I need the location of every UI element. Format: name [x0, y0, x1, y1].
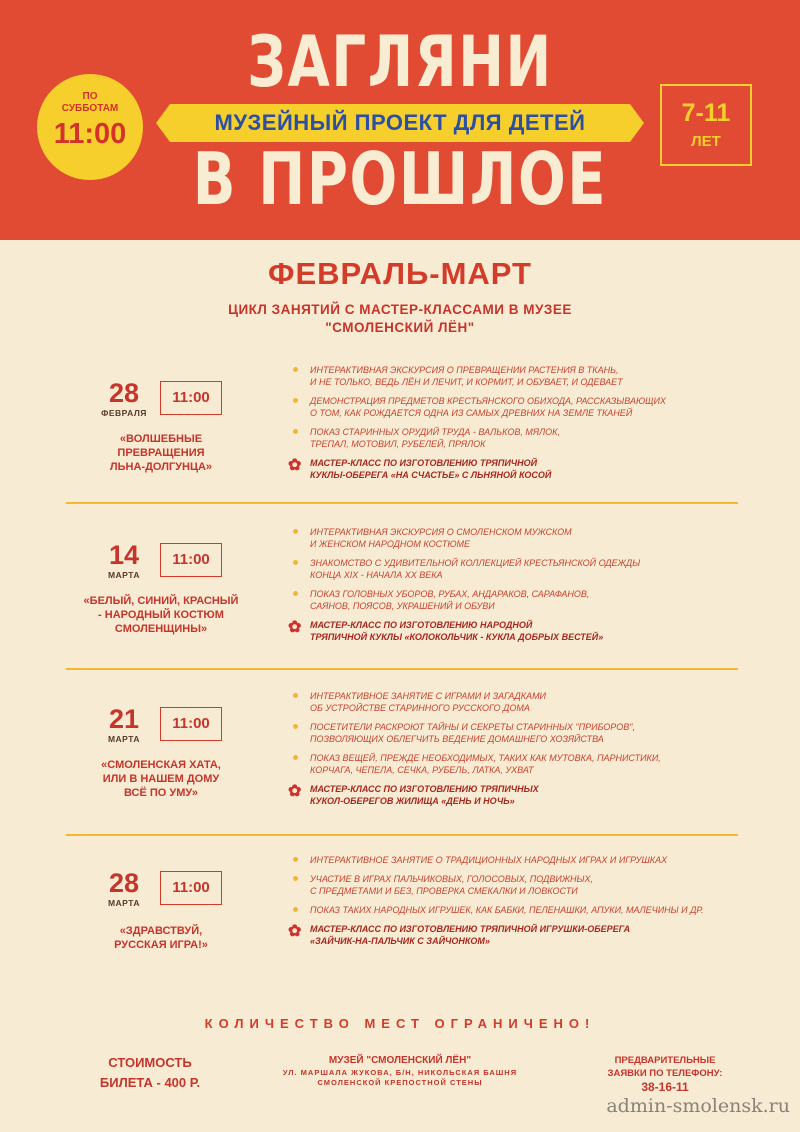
flower-icon: ✿ — [288, 457, 302, 474]
watermark: admin-smolensk.ru — [606, 1095, 790, 1117]
contact-line1: ПРЕДВАРИТЕЛЬНЫЕ — [614, 1055, 716, 1066]
event-month: ФЕВРАЛЯ — [101, 408, 147, 418]
event-time: 11:00 — [160, 381, 222, 415]
bullet-text-line: ПОКАЗ ГОЛОВНЫХ УБОРОВ, РУБАХ, АНДАРАКОВ, САРАФАНОВ, — [310, 589, 590, 599]
event-day: 28 — [108, 868, 140, 898]
bullet-dot-icon — [293, 367, 298, 372]
age-badge — [660, 84, 752, 166]
bullet-item — [288, 752, 738, 776]
event-title — [66, 594, 256, 636]
flower-icon: ✿ — [288, 923, 302, 940]
event-title-line: ЛЬНА-ДОЛГУНЦА» — [109, 461, 213, 473]
address-line2: СМОЛЕНСКОЙ КРЕПОСТНОЙ СТЕНЫ — [317, 1078, 483, 1087]
age-range: 7-11 — [681, 99, 731, 127]
event-title-line: СМОЛЕНЩИНЫ» — [114, 623, 208, 635]
phone-number[interactable]: 38-16-11 — [641, 1080, 689, 1094]
bullet-item — [288, 395, 738, 419]
badge-line2: СУББОТАМ — [61, 103, 119, 114]
limited-seats-notice: КОЛИЧЕСТВО МЕСТ ОГРАНИЧЕНО! — [204, 1016, 596, 1031]
master-class-item — [288, 923, 738, 947]
badge-line1: ПО — [82, 91, 98, 102]
bullet-text-line: С ПРЕДМЕТАМИ И БЕЗ, ПРОВЕРКА СМЕКАЛКИ И ЛОВКОСТИ — [310, 886, 578, 896]
master-class-line: МАСТЕР-КЛАСС ПО ИЗГОТОВЛЕНИЮ ТРЯПИЧНЫХ — [310, 784, 539, 794]
event-day: 21 — [108, 704, 140, 734]
event-title-line: ПРЕВРАЩЕНИЯ — [117, 447, 205, 459]
master-class-line: КУКЛЫ-ОБЕРЕГА «НА СЧАСТЬЕ» С ЛЬНЯНОЙ КОСОЙ — [310, 470, 552, 480]
bullet-dot-icon — [293, 398, 298, 403]
bullet-text-line: ИНТЕРАКТИВНАЯ ЭКСКУРСИЯ О СМОЛЕНСКОМ МУЖСКОМ — [310, 527, 572, 537]
event-time: 11:00 — [160, 707, 222, 741]
badge-time: 11:00 — [53, 118, 127, 150]
bullet-text-line: О ТОМ, КАК РОЖДАЕТСЯ ОДНА ИЗ САМЫХ ДРЕВНИХ НА ЗЕМЛЕ ТКАНЕЙ — [310, 408, 633, 418]
bullet-dot-icon — [293, 857, 298, 862]
event-title-line: РУССКАЯ ИГРА!» — [114, 939, 208, 951]
master-class-line: МАСТЕР-КЛАСС ПО ИЗГОТОВЛЕНИЮ ТРЯПИЧНОЙ ИГРУШКИ-ОБЕРЕГА — [310, 924, 631, 934]
bullet-text-line: ИНТЕРАКТИВНОЕ ЗАНЯТИЕ С ИГРАМИ И ЗАГАДКАМИ — [310, 691, 546, 701]
bullet-text-line: ЗНАКОМСТВО С УДИВИТЕЛЬНОЙ КОЛЛЕКЦИЕЙ КРЕСТЬЯНСКОЙ ОДЕЖДЫ — [310, 558, 641, 568]
museum-address — [250, 1054, 550, 1088]
bullet-text-line: ОБ УСТРОЙСТВЕ СТАРИННОГО РУССКОГО ДОМА — [310, 703, 530, 713]
event-title — [66, 758, 256, 800]
bullet-item — [288, 426, 738, 450]
cycle-description-line2: "СМОЛЕНСКИЙ ЛЁН" — [325, 320, 475, 335]
master-class-line: МАСТЕР-КЛАСС ПО ИЗГОТОВЛЕНИЮ НАРОДНОЙ — [310, 620, 533, 630]
master-class-line: ТРЯПИЧНОЙ КУКЛЫ «КОЛОКОЛЬЧИК - КУКЛА ДОБРЫХ ВЕСТЕЙ» — [310, 632, 604, 642]
flower-icon: ✿ — [288, 783, 302, 800]
event-title-line: ИЛИ В НАШЕМ ДОМУ — [102, 773, 220, 785]
event-title-line: «ВОЛШЕБНЫЕ — [119, 433, 203, 445]
event-title — [66, 432, 256, 474]
museum-name: МУЗЕЙ "СМОЛЕНСКИЙ ЛЁН" — [328, 1055, 472, 1066]
bullet-dot-icon — [293, 907, 298, 912]
bullet-item — [288, 364, 738, 388]
bullet-item — [288, 526, 738, 550]
bullet-text-line: ТРЕПАЛ, МОТОВИЛ, РУБЕЛЕЙ, ПРЯЛОК — [310, 439, 486, 449]
bullet-text-line: КОНЦА XIX - НАЧАЛА XX ВЕКА — [310, 570, 443, 580]
event-divider — [66, 668, 738, 670]
age-label: ЛЕТ — [691, 133, 721, 150]
event-month: МАРТА — [107, 570, 141, 580]
event-bullets — [288, 526, 738, 650]
event-month: МАРТА — [107, 898, 141, 908]
event-day: 14 — [108, 540, 140, 570]
event-title-line: «СМОЛЕНСКАЯ ХАТА, — [101, 759, 221, 771]
event-divider — [66, 502, 738, 504]
master-class-item — [288, 619, 738, 643]
bullet-text-line: ПОСЕТИТЕЛИ РАСКРОЮТ ТАЙНЫ И СЕКРЕТЫ СТАРИННЫХ "ПРИБОРОВ", — [310, 722, 635, 732]
event-title — [66, 924, 256, 952]
bullet-item — [288, 854, 738, 866]
bullet-item — [288, 721, 738, 745]
event-bullets — [288, 854, 738, 954]
flower-icon: ✿ — [288, 619, 302, 636]
event-bullets — [288, 364, 738, 488]
bullet-item — [288, 557, 738, 581]
event-title-line: ВСЁ ПО УМУ» — [124, 787, 198, 799]
bullet-text-line: И ЖЕНСКОМ НАРОДНОМ КОСТЮМЕ — [310, 539, 471, 549]
address-line1: УЛ. МАРШАЛА ЖУКОВА, Б/Н, НИКОЛЬСКАЯ БАШНЯ — [282, 1068, 518, 1077]
bullet-text-line: ДЕМОНСТРАЦИЯ ПРЕДМЕТОВ КРЕСТЬЯНСКОГО ОБИХОДА, РАССКАЗЫВАЮЩИХ — [310, 396, 666, 406]
bullet-dot-icon — [293, 429, 298, 434]
event-title-line: - НАРОДНЫЙ КОСТЮМ — [98, 609, 224, 621]
bullet-dot-icon — [293, 693, 298, 698]
bullet-dot-icon — [293, 591, 298, 596]
event-day: 28 — [108, 378, 140, 408]
event-bullets — [288, 690, 738, 814]
bullet-item — [288, 690, 738, 714]
bullet-text-line: ПОКАЗ ТАКИХ НАРОДНЫХ ИГРУШЕК, КАК БАБКИ, ПЕЛЕНАШКИ, АПУКИ, МАЛЕЧИНЫ И ДР. — [310, 905, 704, 915]
event-divider — [66, 834, 738, 836]
bullet-item — [288, 588, 738, 612]
bullet-item — [288, 904, 738, 916]
project-ribbon: МУЗЕЙНЫЙ ПРОЕКТ ДЛЯ ДЕТЕЙ — [170, 104, 630, 142]
price-line2: БИЛЕТА - 400 Р. — [99, 1075, 201, 1090]
bullet-dot-icon — [293, 876, 298, 881]
bullet-dot-icon — [293, 560, 298, 565]
price-line1: СТОИМОСТЬ — [108, 1055, 192, 1070]
bullet-text-line: САЯНОВ, ПОЯСОВ, УКРАШЕНИЙ И ОБУВИ — [310, 601, 495, 611]
bullet-text-line: ИНТЕРАКТИВНОЕ ЗАНЯТИЕ О ТРАДИЦИОННЫХ НАРОДНЫХ ИГРАХ И ИГРУШКАХ — [310, 855, 668, 865]
bullet-dot-icon — [293, 724, 298, 729]
bullet-text-line: ПОКАЗ ВЕЩЕЙ, ПРЕЖДЕ НЕОБХОДИМЫХ, ТАКИХ КАК МУТОВКА, ПАРНИСТИКИ, — [310, 753, 661, 763]
master-class-item — [288, 457, 738, 481]
bullet-dot-icon — [293, 529, 298, 534]
event-month: МАРТА — [107, 734, 141, 744]
bullet-text-line: УЧАСТИЕ В ИГРАХ ПАЛЬЧИКОВЫХ, ГОЛОСОВЫХ, ПОДВИЖНЫХ, — [310, 874, 594, 884]
master-class-line: КУКОЛ-ОБЕРЕГОВ ЖИЛИЩА «ДЕНЬ И НОЧЬ» — [310, 796, 515, 806]
event-time: 11:00 — [160, 871, 222, 905]
event-title-line: «ЗДРАВСТВУЙ, — [119, 925, 203, 937]
bullet-text-line: ПОКАЗ СТАРИННЫХ ОРУДИЙ ТРУДА - ВАЛЬКОВ, МЯЛОК, — [310, 427, 560, 437]
master-class-item — [288, 783, 738, 807]
contact-line2: ЗАЯВКИ ПО ТЕЛЕФОНУ: — [607, 1068, 723, 1079]
bullet-dot-icon — [293, 755, 298, 760]
event-title-line: «БЕЛЫЙ, СИНИЙ, КРАСНЫЙ — [83, 595, 239, 607]
event-time: 11:00 — [160, 543, 222, 577]
period-heading: ФЕВРАЛЬ-МАРТ — [267, 256, 532, 291]
bullet-text-line: ПОЗВОЛЯЮЩИХ ОБЛЕГЧИТЬ ВЕДЕНИЕ ДОМАШНЕГО ХОЗЯЙСТВА — [310, 734, 604, 744]
cycle-description-line1: ЦИКЛ ЗАНЯТИЙ С МАСТЕР-КЛАССАМИ В МУЗЕЕ — [228, 302, 572, 317]
bullet-text-line: И НЕ ТОЛЬКО, ВЕДЬ ЛЁН И ЛЕЧИТ, И КОРМИТ, И ОБУВАЕТ, И ОДЕВАЕТ — [310, 377, 623, 387]
header-banner — [0, 0, 800, 240]
bullet-text-line: ИНТЕРАКТИВНАЯ ЭКСКУРСИЯ О ПРЕВРАЩЕНИИ РАСТЕНИЯ В ТКАНЬ, — [310, 365, 619, 375]
title-bottom: В ПРОШЛОЕ — [192, 137, 608, 221]
bullet-item — [288, 873, 738, 897]
contact-info — [590, 1054, 740, 1095]
master-class-line: «ЗАЙЧИК-НА-ПАЛЬЧИК С ЗАЙЧОНКОМ» — [310, 936, 490, 946]
title-top: ЗАГЛЯНИ — [247, 21, 553, 103]
bullet-text-line: КОРЧАГА, ЧЕПЕЛА, СЕЧКА, РУБЕЛЬ, ЛАТКА, УХВАТ — [310, 765, 534, 775]
ticket-price — [80, 1053, 220, 1093]
master-class-line: МАСТЕР-КЛАСС ПО ИЗГОТОВЛЕНИЮ ТРЯПИЧНОЙ — [310, 458, 538, 468]
